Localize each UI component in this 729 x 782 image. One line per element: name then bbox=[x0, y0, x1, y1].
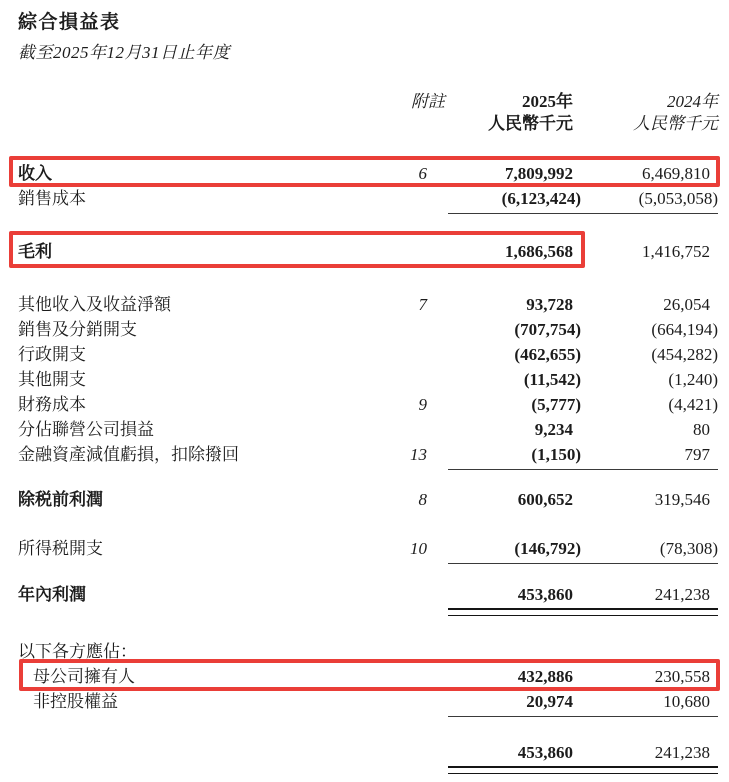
single-rule bbox=[448, 563, 586, 565]
row-label: 毛利 bbox=[18, 242, 52, 261]
row-value-2025: 20,974 bbox=[526, 692, 573, 711]
table-row bbox=[18, 366, 718, 391]
single-rule bbox=[448, 716, 586, 718]
table-row bbox=[18, 638, 718, 663]
row-value-2024: 1,416,752 bbox=[642, 242, 710, 261]
row-value-2025: 7,809,992 bbox=[505, 164, 573, 183]
header-year-2024: 2024年 bbox=[667, 92, 718, 111]
table-row bbox=[18, 316, 718, 341]
row-label: 行政開支 bbox=[18, 345, 86, 364]
row-value-2024: 319,546 bbox=[654, 490, 710, 509]
table-row bbox=[18, 291, 718, 316]
row-value-2024: (4,421) bbox=[668, 395, 718, 414]
row-label: 除税前利潤 bbox=[18, 490, 103, 509]
row-note: 8 bbox=[418, 490, 427, 509]
row-label: 其他開支 bbox=[18, 370, 86, 389]
row-value-2025: (5,777) bbox=[531, 395, 581, 414]
single-rule bbox=[584, 716, 718, 718]
row-value-2025: 600,652 bbox=[517, 490, 573, 509]
row-value-2025: (707,754) bbox=[514, 320, 581, 339]
row-value-2024: 6,469,810 bbox=[642, 164, 710, 183]
single-rule bbox=[584, 563, 718, 565]
row-value-2024: 797 bbox=[684, 445, 710, 464]
row-note: 6 bbox=[418, 164, 427, 183]
row-label: 以下各方應佔： bbox=[18, 642, 137, 661]
row-label: 銷售及分銷開支 bbox=[18, 320, 137, 339]
row-label: 非控股權益 bbox=[33, 692, 118, 711]
header-year-2025: 2025年 bbox=[522, 92, 573, 111]
row-value-2024: 230,558 bbox=[654, 667, 710, 686]
row-value-2024: 241,238 bbox=[654, 585, 710, 604]
row-value-2025: 432,886 bbox=[517, 667, 573, 686]
single-rule bbox=[448, 469, 586, 471]
table-row bbox=[18, 663, 718, 688]
double-rule bbox=[448, 608, 586, 616]
single-rule bbox=[584, 213, 718, 215]
row-note: 9 bbox=[418, 395, 427, 414]
header-unit-2024: 人民幣千元 bbox=[633, 114, 718, 133]
table-row bbox=[18, 341, 718, 366]
table-row bbox=[18, 238, 718, 263]
row-value-2025: 1,686,568 bbox=[505, 242, 573, 261]
row-value-2025: (462,655) bbox=[514, 345, 581, 364]
row-label: 其他收入及收益淨額 bbox=[18, 295, 171, 314]
table-row bbox=[18, 739, 718, 764]
double-rule bbox=[448, 766, 586, 774]
row-value-2024: 241,238 bbox=[654, 743, 710, 762]
row-value-2024: 26,054 bbox=[663, 295, 710, 314]
table-row bbox=[18, 160, 718, 185]
single-rule bbox=[448, 213, 586, 215]
table-row bbox=[18, 581, 718, 606]
row-value-2025: (146,792) bbox=[514, 539, 581, 558]
column-header-row-years bbox=[18, 90, 718, 112]
table-row bbox=[18, 486, 718, 511]
table-row bbox=[18, 185, 718, 210]
table-row bbox=[18, 535, 718, 560]
page-subtitle: 截至2025年12月31日止年度 bbox=[18, 43, 230, 62]
row-label: 金融資產減值虧損，扣除撥回 bbox=[18, 445, 239, 464]
row-label: 財務成本 bbox=[18, 395, 86, 414]
row-value-2024: 10,680 bbox=[663, 692, 710, 711]
row-label: 年內利潤 bbox=[18, 585, 86, 604]
row-value-2024: (78,308) bbox=[659, 539, 718, 558]
row-label: 所得税開支 bbox=[18, 539, 103, 558]
row-value-2024: 80 bbox=[693, 420, 710, 439]
double-rule bbox=[584, 608, 718, 616]
table-row bbox=[18, 441, 718, 466]
table-row bbox=[18, 391, 718, 416]
table-row bbox=[18, 688, 718, 713]
row-note: 13 bbox=[410, 445, 427, 464]
row-value-2024: (5,053,058) bbox=[638, 189, 718, 208]
column-header-row-units bbox=[18, 112, 718, 134]
table-row bbox=[18, 416, 718, 441]
row-value-2025: (1,150) bbox=[531, 445, 581, 464]
page-title: 綜合損益表 bbox=[18, 12, 121, 33]
row-value-2025: (6,123,424) bbox=[501, 189, 581, 208]
row-note: 7 bbox=[418, 295, 427, 314]
row-value-2025: 453,860 bbox=[517, 585, 573, 604]
statement-table-body bbox=[18, 160, 718, 764]
row-value-2025: 453,860 bbox=[517, 743, 573, 762]
row-label: 母公司擁有人 bbox=[33, 667, 135, 686]
row-label: 分佔聯營公司損益 bbox=[18, 420, 154, 439]
double-rule bbox=[584, 766, 718, 774]
row-value-2025: 93,728 bbox=[526, 295, 573, 314]
row-label: 收入 bbox=[18, 164, 52, 183]
row-value-2024: (1,240) bbox=[668, 370, 718, 389]
row-value-2025: 9,234 bbox=[534, 420, 573, 439]
header-note: 附註 bbox=[411, 92, 445, 111]
header-unit-2025: 人民幣千元 bbox=[488, 114, 573, 133]
row-value-2025: (11,542) bbox=[523, 370, 581, 389]
row-label: 銷售成本 bbox=[18, 189, 86, 208]
row-note: 10 bbox=[410, 539, 427, 558]
row-value-2024: (664,194) bbox=[651, 320, 718, 339]
single-rule bbox=[584, 469, 718, 471]
row-value-2024: (454,282) bbox=[651, 345, 718, 364]
